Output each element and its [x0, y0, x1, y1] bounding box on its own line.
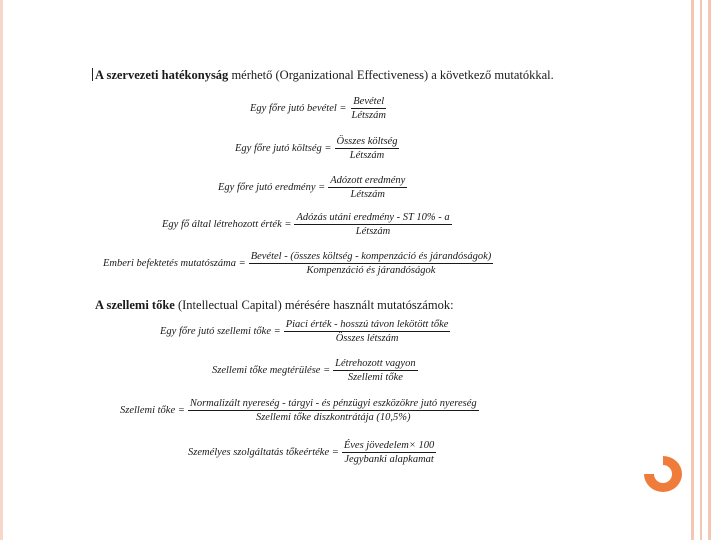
formula-lhs: Egy főre jutó bevétel =: [250, 103, 347, 114]
fraction: [328, 175, 407, 200]
numerator: Összes költség: [336, 136, 398, 147]
heading-bold: A szellemi tőke: [95, 298, 175, 312]
formula-personal-service-capital-value: [188, 440, 436, 465]
numerator: Adózott eredmény: [330, 175, 406, 186]
heading-intellectual-capital: [95, 298, 454, 313]
formula-cost-per-employee: [235, 136, 399, 161]
formula-lhs: Egy főre jutó szellemi tőke =: [160, 326, 281, 337]
formula-lhs: Emberi befektetés mutatószáma =: [103, 258, 246, 269]
formula-lhs: Egy főre jutó költség =: [235, 143, 332, 154]
fraction: [335, 136, 400, 161]
formula-lhs: Szellemi tőke megtérülése =: [212, 365, 331, 376]
denominator: Létszám: [351, 110, 386, 121]
left-border-stripe: [0, 0, 3, 540]
formula-intellectual-capital: [120, 398, 479, 423]
denominator: Jegybanki alapkamat: [344, 454, 434, 465]
right-border-stripe: [691, 0, 694, 540]
numerator: Bevétel - (összes költség - kompenzáció és járandóságok): [250, 251, 492, 262]
heading-rest: mérhető (Organizational Effectiveness) a következő mutatókkal.: [228, 68, 554, 82]
denominator: Szellemi tőke: [347, 372, 403, 383]
formula-profit-per-employee: [218, 175, 407, 200]
heading-organizational-effectiveness: [92, 68, 554, 83]
fraction: [333, 358, 417, 383]
formula-lhs: Szellemi tőke =: [120, 405, 185, 416]
denominator: Összes létszám: [335, 333, 399, 344]
formula-revenue-per-employee: [250, 96, 388, 121]
fraction: [188, 398, 479, 423]
formula-value-per-employee: [162, 212, 452, 237]
numerator: Adózás utáni eredmény - ST 10% - a: [296, 212, 450, 223]
heading-rest: (Intellectual Capital) mérésére használt mutatószámok:: [174, 298, 454, 312]
formula-lhs: Egy fő által létrehozott érték =: [162, 219, 292, 230]
denominator: Létszám: [349, 150, 385, 161]
formula-lhs: Egy főre jutó eredmény =: [218, 182, 326, 193]
denominator: Kompenzáció és járandóságok: [306, 265, 436, 276]
formula-intellectual-capital-return: [212, 358, 418, 383]
fraction: [342, 440, 436, 465]
numerator: Normalizált nyereség - tárgyi - és pénzügyi eszközökre jutó nyereség: [189, 398, 477, 409]
formula-lhs: Személyes szolgáltatás tőkeértéke =: [188, 447, 339, 458]
formula-intellectual-capital-per-employee: [160, 319, 450, 344]
fraction: [249, 251, 494, 276]
right-border-stripe: [708, 0, 711, 540]
denominator: Létszám: [355, 226, 391, 237]
fraction: [284, 319, 451, 344]
denominator: Létszám: [350, 189, 385, 200]
fraction: [294, 212, 451, 237]
formula-human-investment-ratio: [103, 251, 493, 276]
heading-bold: A szervezeti hatékonyság: [95, 68, 229, 82]
numerator: Bevétel: [353, 96, 385, 107]
numerator: Piaci érték - hosszú távon lekötött tőke: [285, 319, 449, 330]
numerator: Éves jövedelem× 100: [343, 440, 435, 451]
fraction: [350, 96, 388, 121]
right-border-stripe: [700, 0, 702, 540]
denominator: Szellemi tőke diszkontrátája (10,5%): [255, 412, 411, 423]
corner-ornament-icon: [641, 452, 685, 494]
text-cursor: [92, 68, 93, 81]
numerator: Létrehozott vagyon: [335, 358, 416, 369]
